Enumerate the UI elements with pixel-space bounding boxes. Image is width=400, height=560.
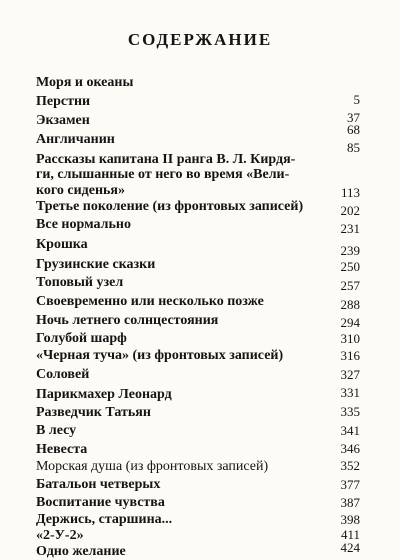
toc-entry-page: 352 <box>340 458 360 473</box>
toc-entry-page: 231 <box>340 221 360 236</box>
toc-entry-title: Батальон четверых <box>36 477 161 492</box>
toc-entry-page: 387 <box>340 495 360 510</box>
toc-entry-title: Топовый узел <box>36 275 124 290</box>
toc-entry-title: Одно желание <box>36 544 126 559</box>
toc-entry-title: Англичанин <box>36 132 115 147</box>
toc-entry-title: Рассказы капитана II ранга В. Л. Кирдя- <box>36 152 296 167</box>
toc-entry-page: 331 <box>340 385 360 400</box>
toc-entry-title: «2-У-2» <box>36 528 84 543</box>
toc-entry-title: Моря и океаны <box>36 75 134 90</box>
toc-entry-title: Экзамен <box>36 113 90 128</box>
toc-entry-page: 288 <box>340 297 360 312</box>
toc-entry-title: Грузинские сказки <box>36 257 156 272</box>
toc-entry <box>36 74 360 91</box>
toc-entry-page: 335 <box>340 404 360 419</box>
toc-entry-page: 113 <box>340 185 360 200</box>
toc-entry-title: кого сиденья» <box>36 183 126 198</box>
toc-entry-page: 202 <box>340 203 360 218</box>
toc-entry-title: Соловей <box>36 367 90 382</box>
toc-entry <box>36 166 360 183</box>
toc-entry-title: Невеста <box>36 442 88 457</box>
toc-entry-title: Крошка <box>36 237 88 252</box>
toc-entry-title: Все нормально <box>36 217 131 232</box>
toc-entry-page: 398 <box>340 512 360 527</box>
toc-entry-page: 310 <box>340 331 360 346</box>
toc-entry-title: «Черная туча» (из фронтовых записей) <box>36 348 284 363</box>
toc-entry-page: 424 <box>340 540 360 555</box>
toc-entry-page: 257 <box>340 278 360 293</box>
toc-entry-title: Морская душа (из фронтовых записей) <box>36 459 269 474</box>
toc-entry-page: 341 <box>340 423 360 438</box>
toc-entry-title: Голубой шарф <box>36 331 127 346</box>
toc-entry-page: 327 <box>340 367 360 382</box>
toc-entry-page: 37 <box>347 110 360 125</box>
toc-entry-page: 411 <box>340 527 360 542</box>
toc-heading: СОДЕРЖАНИЕ <box>127 30 273 49</box>
toc-entry <box>36 112 360 129</box>
toc-entry-page: 239 <box>340 243 360 258</box>
toc-entry <box>36 122 360 148</box>
toc-entry-title: Ночь летнего солнцестояния <box>36 313 219 328</box>
toc-entry-title: Парикмахер Леонард <box>36 387 172 402</box>
toc-entry <box>36 93 360 110</box>
toc-entry-title: Разведчик Татьян <box>36 405 151 420</box>
toc-entry-title: В лесу <box>36 423 77 438</box>
toc-entry-page: 377 <box>340 477 360 492</box>
toc-entry-page: 85 <box>347 140 360 155</box>
toc-entry-page: 68 <box>347 122 360 137</box>
toc-entry-page: 5 <box>353 92 360 107</box>
toc-entry-page: 346 <box>340 441 360 456</box>
toc-entry-page: 250 <box>340 259 360 274</box>
toc-entry-title: Перстни <box>36 94 91 109</box>
toc-entry-title: Своевременно или несколько позже <box>36 294 264 309</box>
toc-entry-page: 294 <box>340 315 360 330</box>
toc-entry-title: Держись, старшина... <box>36 512 173 527</box>
toc-entry-title: ги, слышанные от него во время «Вели- <box>36 167 290 182</box>
toc-entry-page: 316 <box>340 348 360 363</box>
toc-entry <box>36 182 360 199</box>
toc-entry-title: Воспитание чувства <box>36 495 165 510</box>
toc-entry-title: Третье поколение (из фронтовых записей) <box>36 199 304 214</box>
